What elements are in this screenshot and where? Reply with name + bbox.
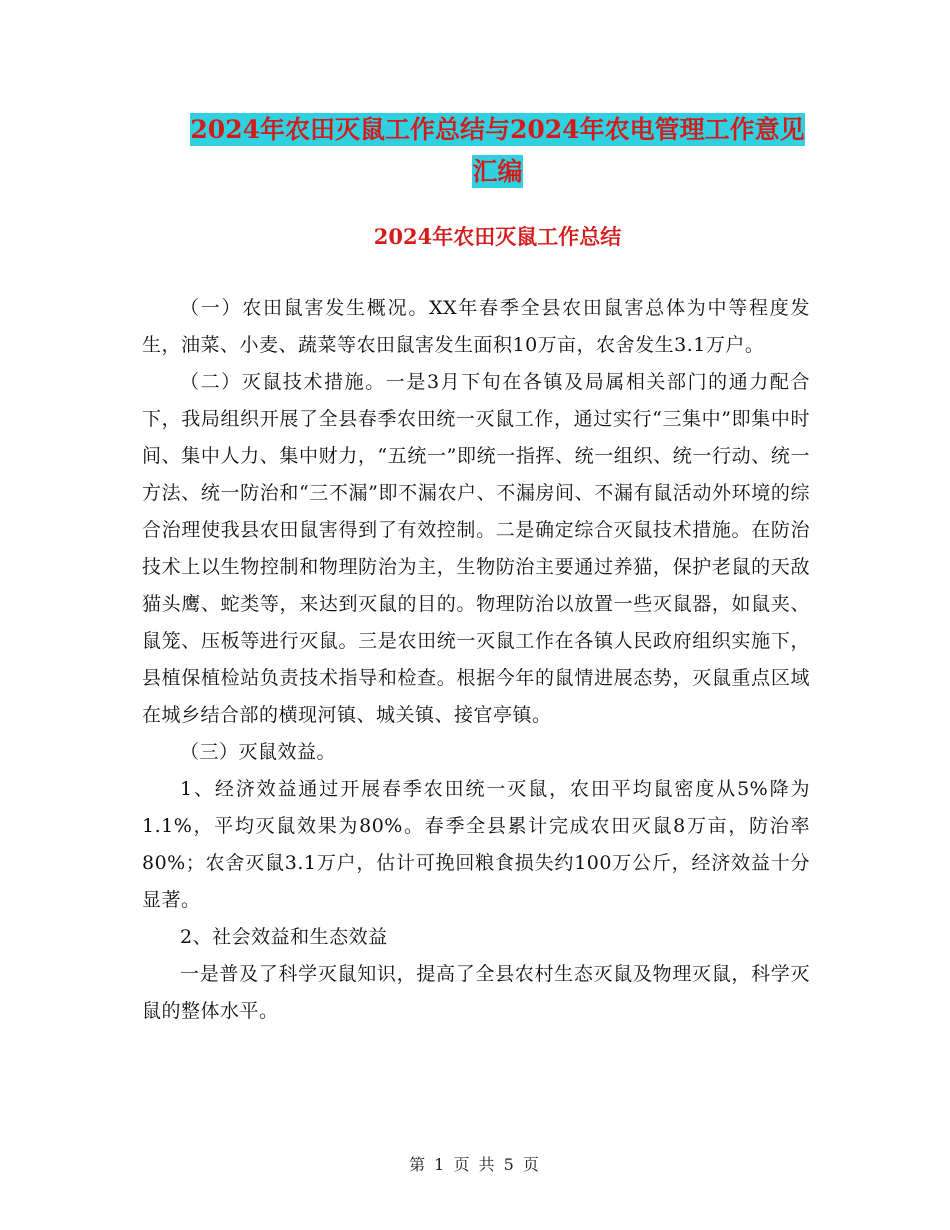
paragraph-benefits-heading: （三）灭鼠效益。 xyxy=(180,741,337,763)
document-title-line-2 xyxy=(140,150,855,194)
page-footer: 第 1 页 共 5 页 xyxy=(409,1155,541,1174)
document-title-line-1 xyxy=(140,108,855,152)
document-body xyxy=(142,290,810,1030)
document-title-text-2: 汇编 xyxy=(472,157,523,186)
paragraph-measures: （二）灭鼠技术措施。一是3月下旬在各镇及局属相关部门的通力配合下，我局组织开展了全县春季农田统一灭鼠工作，通过实行“三集中”即集中时间、集中人力、集中财力，“五统一”即统一指挥、统一组织、统一行动、统一方法、统一防治和“三不漏”即不漏农户、不漏房间、不漏有鼠活动外环境的综合治理使我县农田鼠害得到了有效控制。二是确定综合灭鼠技术措施。在防治技术上以生物控制和物理防治为主，生物防治主要通过养猫，保护老鼠的天敌猫头鹰、蛇类等，来达到灭鼠的目的。物理防治以放置一些灭鼠器，如鼠夹、鼠笼、压板等进行灭鼠。三是农田统一灭鼠工作在各镇人民政府组织实施下，县植保植检站负责技术指导和检查。根据今年的鼠情进展态势，灭鼠重点区域在城乡结合部的横现河镇、城关镇、接官亭镇。 xyxy=(142,371,810,726)
section-heading: 2024年农田灭鼠工作总结 xyxy=(373,224,622,249)
paragraph-social-benefits: 一是普及了科学灭鼠知识，提高了全县农村生态灭鼠及物理灭鼠，科学灭鼠的整体水平。 xyxy=(142,963,810,1022)
paragraph-overview: （一）农田鼠害发生概况。XX年春季全县农田鼠害总体为中等程度发生，油菜、小麦、蔬菜等农田鼠害发生面积10万亩，农舍发生3.1万户。 xyxy=(142,297,810,356)
paragraph-economic-benefits: 1、经济效益通过开展春季农田统一灭鼠，农田平均鼠密度从5%降为1.1%，平均灭鼠效果为80%。春季全县累计完成农田灭鼠8万亩，防治率80%；农舍灭鼠3.1万户，估计可挽回粮食损失约100万公斤，经济效益十分显著。 xyxy=(142,778,810,911)
document-title-text-1: 2024年农田灭鼠工作总结与2024年农电管理工作意见 xyxy=(190,115,805,144)
paragraph-social-heading: 2、社会效益和生态效益 xyxy=(180,926,388,948)
